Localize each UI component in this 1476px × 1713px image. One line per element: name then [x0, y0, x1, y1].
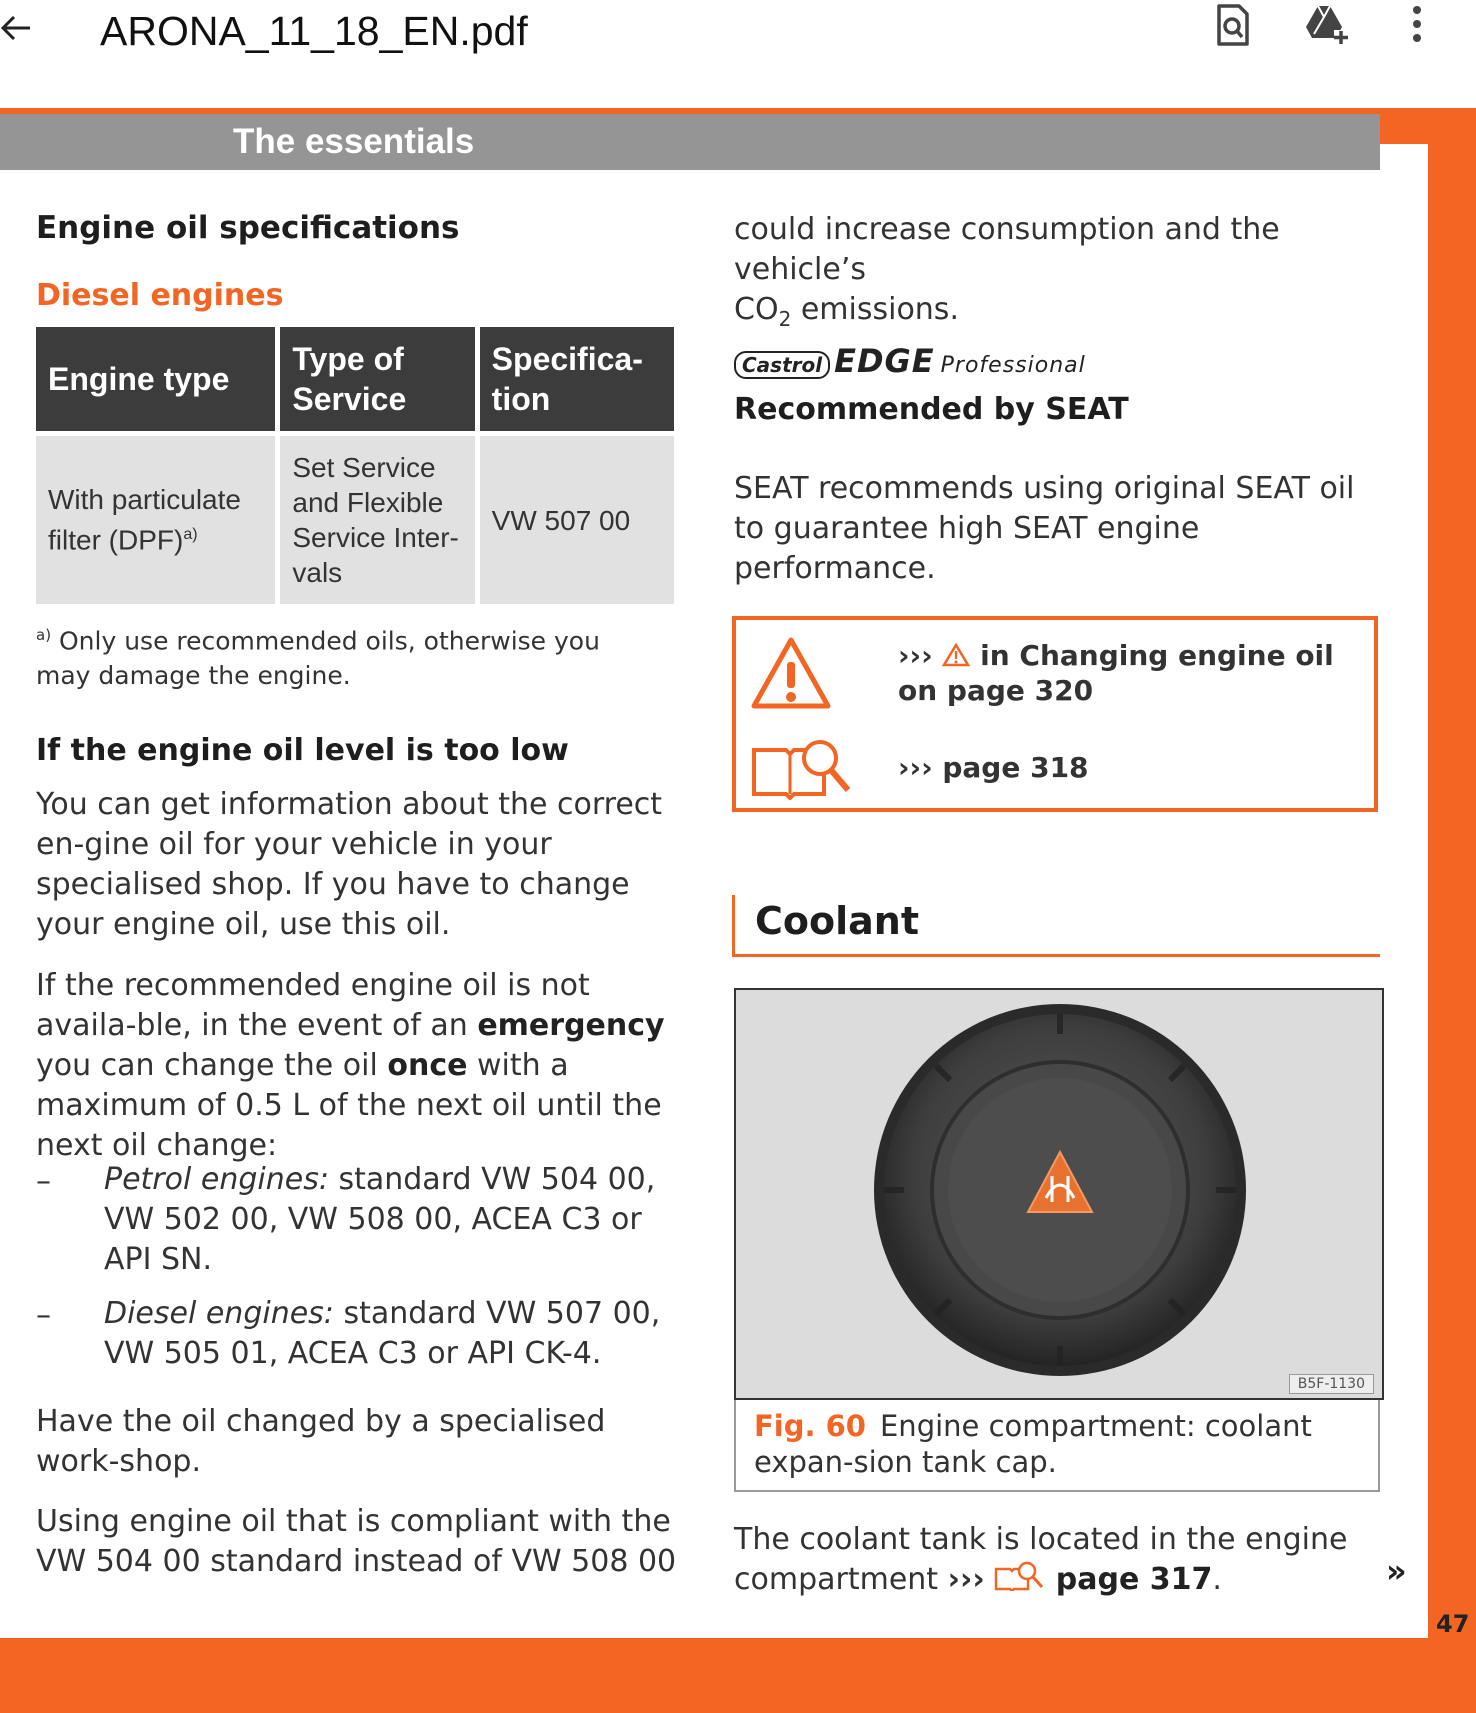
add-to-drive-icon[interactable]: [1304, 2, 1350, 48]
coolant-heading: Coolant: [732, 895, 1380, 957]
page-number: 47: [1436, 1610, 1470, 1638]
table-header: Type of Service: [280, 327, 474, 431]
more-options-icon[interactable]: [1394, 2, 1440, 48]
paragraph: Using engine oil that is compliant with the VW 504 00 standard instead of VW 508 00: [36, 1504, 677, 1579]
inline-warning-icon: [942, 643, 970, 667]
warning-triangle-icon: [750, 636, 832, 710]
paragraph: You can get information about the correct en-gine oil for your vehicle in your specialised shop. If you have to change your engine oil, use this oil.: [36, 787, 663, 942]
table-row: [36, 436, 674, 604]
warning-reference[interactable]: ››› in Changing engine oil on page 320: [898, 639, 1334, 707]
page-reference[interactable]: ››› page 318: [898, 751, 1089, 784]
engine-type-cell: With particulate filter (DPF)$^{a)}$: [36, 436, 275, 604]
figure-caption: Fig. 60 Engine compartment: coolant expan-sion tank cap.: [734, 1400, 1380, 1492]
section-header-band: [0, 114, 1380, 170]
app-toolbar: [0, 0, 1476, 108]
oil-specs-title: Engine oil specifications: [36, 210, 460, 246]
paragraph: If the recommended engine oil is not availa-ble, in the event of an emergency you can change the oil once with a maximum of 0.5 L of the next oil until the next oil change:: [36, 968, 665, 1163]
table-footnote: $^{a)}$ Only use recommended oils, otherwise you may damage the engine.: [36, 626, 600, 691]
inline-book-search-icon: [994, 1561, 1046, 1591]
page-border-bottom: [0, 1638, 1476, 1713]
coolant-cap-figure: [734, 988, 1384, 1400]
book-search-icon: [750, 736, 860, 800]
oil-level-low-title: If the engine oil level is too low: [36, 733, 569, 768]
list-item: Petrol engines: standard VW 504 00, VW 502 00, VW 508 00, ACEA C3 or API SN.: [104, 1162, 656, 1277]
recommended-title: Recommended by SEAT: [734, 392, 1129, 427]
paragraph-continued: could increase consumption and the vehicle’s $CO_2$ emissions.: [734, 212, 1280, 331]
specification-cell: VW 507 00: [480, 436, 674, 604]
figure-code: B5F-1130: [1289, 1374, 1374, 1394]
section-header: The essentials: [233, 122, 475, 161]
back-arrow-icon[interactable]: [0, 8, 40, 48]
coolant-cap-illustration: [736, 990, 1382, 1398]
table-header: Engine type: [36, 327, 275, 431]
diesel-engines-title: Diesel engines: [36, 278, 284, 313]
search-document-icon[interactable]: [1210, 2, 1256, 48]
page-link[interactable]: page 317: [1055, 1562, 1213, 1597]
service-type-cell: Set Service and Flexible Service Inter-vals: [280, 436, 474, 604]
page-border-right: [1428, 114, 1476, 1638]
list-dash: –: [36, 1164, 51, 1199]
paragraph: SEAT recommends using original SEAT oil to guarantee high SEAT engine performance.: [734, 471, 1355, 586]
list-item: Diesel engines: standard VW 507 00, VW 505 01, ACEA C3 or API CK-4.: [104, 1296, 661, 1371]
warning-box: [732, 616, 1378, 812]
oil-spec-table: [31, 327, 679, 604]
continue-mark: »: [1386, 1552, 1407, 1590]
list-dash: –: [36, 1298, 51, 1333]
castrol-edge-logo: Castrol EDGE Professional: [734, 342, 1086, 380]
paragraph: Have the oil changed by a specialised work-shop.: [36, 1404, 606, 1479]
table-header: Specifica-tion: [480, 327, 674, 431]
coolant-paragraph: The coolant tank is located in the engine compartment ››› page 317.: [734, 1522, 1348, 1597]
document-title: ARONA_11_18_EN.pdf: [100, 8, 528, 54]
